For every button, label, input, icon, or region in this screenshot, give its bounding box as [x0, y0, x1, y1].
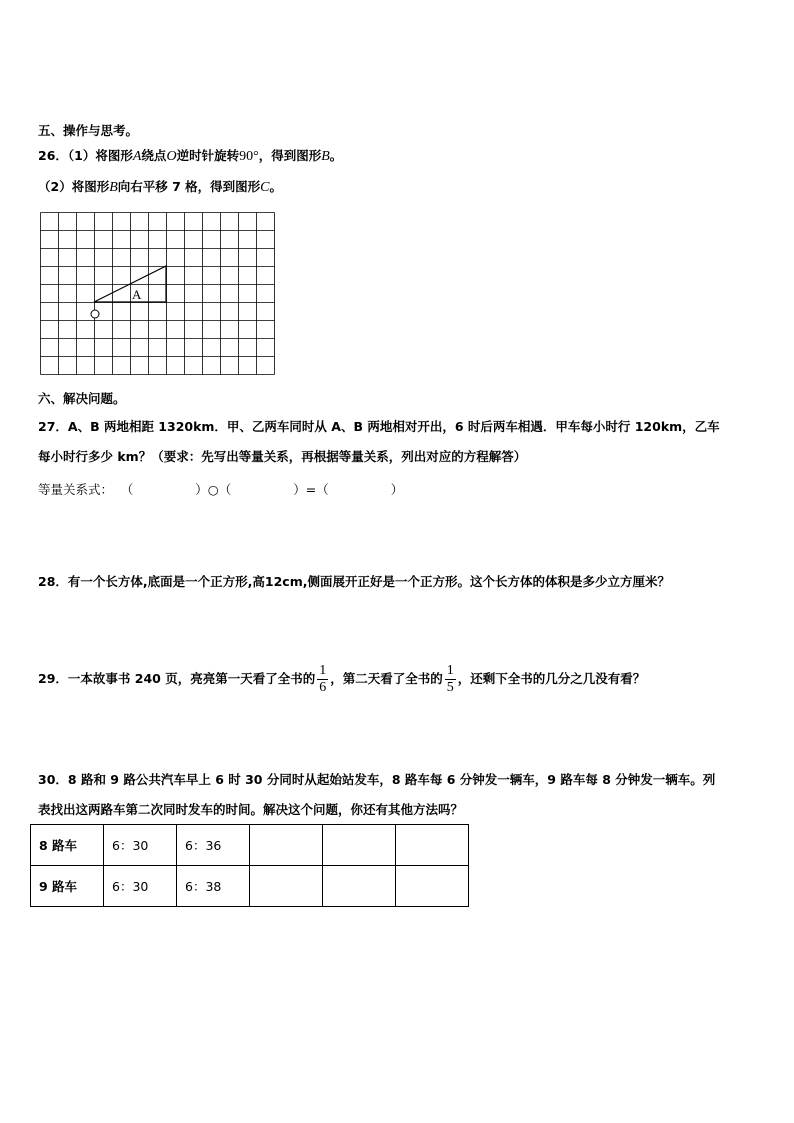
table-row-bus-8	[31, 825, 469, 866]
equation-label: 等量关系式：	[38, 482, 114, 497]
table-cell: 6：36	[177, 825, 250, 866]
table-cell: 6：30	[104, 866, 177, 907]
table-cell-blank[interactable]	[250, 866, 323, 907]
question-30-line-2: 表找出这两路车第二次同时发车的时间。解决这个问题，你还有其他方法吗？	[38, 802, 464, 817]
bus-schedule-table	[30, 824, 469, 907]
fraction-numerator: 1	[446, 663, 454, 678]
row-label: 9 路车	[31, 866, 104, 907]
question-27-line-1: 27．A、B 两地相距 1320km．甲、乙两车同时从 A、B 两地相对开出，6 时后两车相遇．甲车每小时行 120km，乙车	[38, 419, 720, 434]
fraction-numerator: 1	[319, 663, 327, 678]
question-27-line-2: 每小时行多少 km？（要求：先写出等量关系，再根据等量关系，列出对应的方程解答）	[38, 449, 527, 464]
equation-template	[38, 480, 403, 498]
equation-paren: （	[127, 482, 134, 497]
question-28: 28．有一个长方体,底面是一个正方形,高12cm,侧面展开正好是一个正方形。这个长方体的体积是多少立方厘米？	[38, 574, 670, 589]
table-cell-blank[interactable]	[396, 866, 469, 907]
table-cell: 6：30	[104, 825, 177, 866]
triangle-a	[94, 266, 166, 302]
table-cell-blank[interactable]	[323, 866, 396, 907]
q29-text: 29．一本故事书 240 页，亮亮第一天看了全书的	[38, 671, 316, 686]
question-29	[38, 660, 645, 698]
grid-figure	[40, 212, 276, 375]
q26-text: （1）将图形	[67, 148, 133, 163]
fraction-denominator: 5	[446, 680, 454, 695]
row-label: 8 路车	[31, 825, 104, 866]
shape-c-label: C	[260, 180, 270, 195]
question-26-part-2	[38, 177, 282, 196]
equation-paren: ）○（	[195, 482, 232, 497]
angle-value: 90°	[239, 149, 259, 164]
shape-a-label: A	[132, 149, 142, 164]
q29-text: ，还剩下全书的几分之几没有看？	[457, 671, 646, 686]
q26-text: 绕点	[141, 148, 167, 163]
q26-text: 。	[329, 148, 343, 163]
fraction-denominator: 6	[319, 680, 327, 695]
fraction-one-sixth	[317, 663, 328, 696]
fraction-one-fifth	[445, 663, 456, 696]
question-number: 26．	[38, 148, 68, 163]
table-row-bus-9	[31, 866, 469, 907]
point-o-label: O	[166, 149, 177, 164]
grid-lines	[41, 213, 275, 375]
table-cell-blank[interactable]	[396, 825, 469, 866]
shape-b-label: B	[321, 149, 330, 164]
q26-text: ，得到图形	[258, 148, 322, 163]
point-o-marker	[91, 310, 99, 318]
shape-b-label: B	[109, 180, 118, 195]
section-5-title: 五、操作与思考。	[38, 123, 139, 138]
equation-paren: ）=（	[293, 482, 329, 497]
table-cell-blank[interactable]	[323, 825, 396, 866]
table-cell: 6：38	[177, 866, 250, 907]
q26-text: （2）将图形	[38, 179, 110, 194]
section-6-title: 六、解决问题。	[38, 391, 126, 406]
q29-text: ，第二天看了全书的	[330, 671, 443, 686]
q26-text: 逆时针旋转	[176, 148, 240, 163]
q26-text: 。	[269, 179, 283, 194]
question-26-part-1	[38, 146, 342, 165]
table-cell-blank[interactable]	[250, 825, 323, 866]
q26-text: 向右平移 7 格，得到图形	[117, 179, 261, 194]
equation-paren: ）	[390, 482, 404, 497]
question-30-line-1: 30．8 路和 9 路公共汽车早上 6 时 30 分同时从起始站发车，8 路车每 6 分钟发一辆车，9 路车每 8 分钟发一辆车。列	[38, 772, 716, 787]
triangle-a-label: A	[132, 287, 142, 302]
